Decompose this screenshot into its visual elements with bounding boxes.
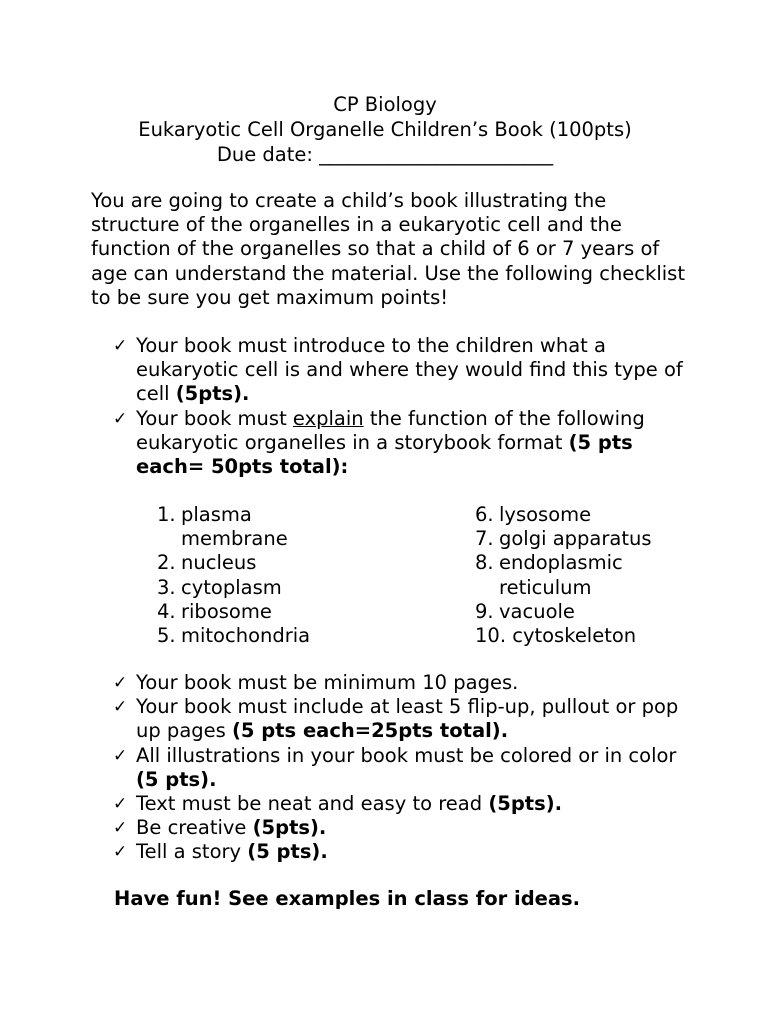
organelle-number: 3.: [157, 575, 176, 599]
organelle-number: 5.: [157, 624, 176, 648]
checkmark-icon: ✓: [113, 336, 128, 356]
checklist-item-points: (5pts).: [252, 816, 327, 840]
organelle-column-right: [475, 503, 675, 648]
organelle-name: cytoplasm: [181, 575, 282, 599]
organelle-number: 7.: [475, 527, 494, 551]
organelle-item: [475, 624, 675, 648]
checklist-item-text: All illustrations in your book must be colored or in color: [136, 743, 677, 767]
checklist-item: [113, 840, 703, 864]
intro-paragraph: You are going to create a child’s book illustrating the structure of the organelles in a eukaryotic cell and the function of the organelles so that a child of 6 or 7 years of age can understand the material. Use the following checklist to be sure you get maximum points!: [91, 189, 685, 309]
checkmark-icon: ✓: [113, 697, 128, 718]
due-date-line: Due date: ________________________: [216, 143, 554, 166]
organelle-number: 1.: [157, 503, 176, 526]
checkmark-icon: ✓: [113, 673, 128, 693]
organelle-item: [157, 551, 327, 575]
organelle-name: cytoskeleton: [512, 624, 637, 648]
organelle-number: 6.: [475, 503, 494, 526]
checklist-item-points: (5 pts each=25pts total).: [232, 719, 509, 743]
organelle-number: 8.: [475, 551, 494, 575]
organelle-name: mitochondria: [181, 624, 311, 648]
organelle-number: 10.: [475, 624, 507, 648]
checklist-item-text: Text must be neat and easy to read: [136, 792, 489, 816]
organelle-number: 4.: [157, 599, 176, 623]
checklist-item-text: Tell a story: [136, 840, 248, 864]
checklist-item-text: the function of the following eukaryotic organelles in a storybook format: [136, 406, 645, 454]
checklist-item-text: Your book must be minimum 10 pages.: [136, 671, 519, 694]
organelle-column-left: [157, 503, 327, 648]
organelle-item: [475, 600, 675, 624]
checklist-item: [113, 671, 703, 695]
checkmark-icon: ✓: [113, 408, 128, 429]
organelle-item: [475, 551, 675, 599]
closing-note: Have fun! See examples in class for ideas.: [114, 887, 581, 910]
organelle-name: golgi apparatus: [499, 527, 652, 551]
organelle-item: [475, 503, 675, 527]
checklist-item-text: Your book must introduce to the children what a eukaryotic cell is and where they would find this type of cell: [136, 334, 683, 406]
underlined-word: explain: [292, 406, 364, 430]
organelle-number: 9.: [475, 599, 494, 623]
checklist-item-points: (5 pts each= 50pts total):: [136, 430, 633, 479]
checkmark-icon: ✓: [113, 745, 128, 766]
checklist-bottom: [113, 671, 703, 865]
organelle-name: lysosome: [499, 503, 592, 526]
document-header: [0, 92, 770, 167]
checklist-item: [113, 816, 703, 840]
checklist-item-points: (5pts).: [175, 382, 250, 406]
organelle-item: [157, 576, 327, 600]
organelle-name: plasma membrane: [181, 503, 288, 551]
checklist-item-text: Your book must include at least 5 flip-up, pullout or pop up pages: [136, 695, 679, 743]
checklist-item-text: Be creative: [136, 816, 253, 840]
checklist-item-points: (5 pts).: [247, 840, 328, 864]
checklist-item: [113, 744, 703, 792]
organelle-item: [157, 624, 327, 648]
assignment-title: Eukaryotic Cell Organelle Children’s Book (100pts): [138, 118, 632, 141]
organelle-item: [157, 503, 327, 551]
checkmark-icon: ✓: [113, 818, 128, 839]
checklist-item: [113, 407, 703, 480]
checklist-item: [113, 792, 703, 816]
organelle-name: endoplasmic reticulum: [499, 551, 623, 599]
checklist-item: [113, 334, 703, 407]
organelle-name: ribosome: [181, 599, 272, 623]
checklist-item-points: (5pts).: [488, 792, 563, 816]
course-title: CP Biology: [333, 93, 437, 116]
organelle-item: [475, 527, 675, 551]
checklist-item-text: Your book must: [136, 406, 293, 430]
checklist-top: [113, 334, 703, 479]
organelle-item: [157, 600, 327, 624]
organelle-name: vacuole: [499, 599, 575, 623]
checkmark-icon: ✓: [113, 794, 128, 815]
organelle-number: 2.: [157, 551, 176, 575]
checklist-item-points: (5 pts).: [136, 767, 217, 791]
organelle-name: nucleus: [181, 551, 257, 575]
checkmark-icon: ✓: [113, 842, 128, 863]
checklist-item: [113, 695, 703, 743]
